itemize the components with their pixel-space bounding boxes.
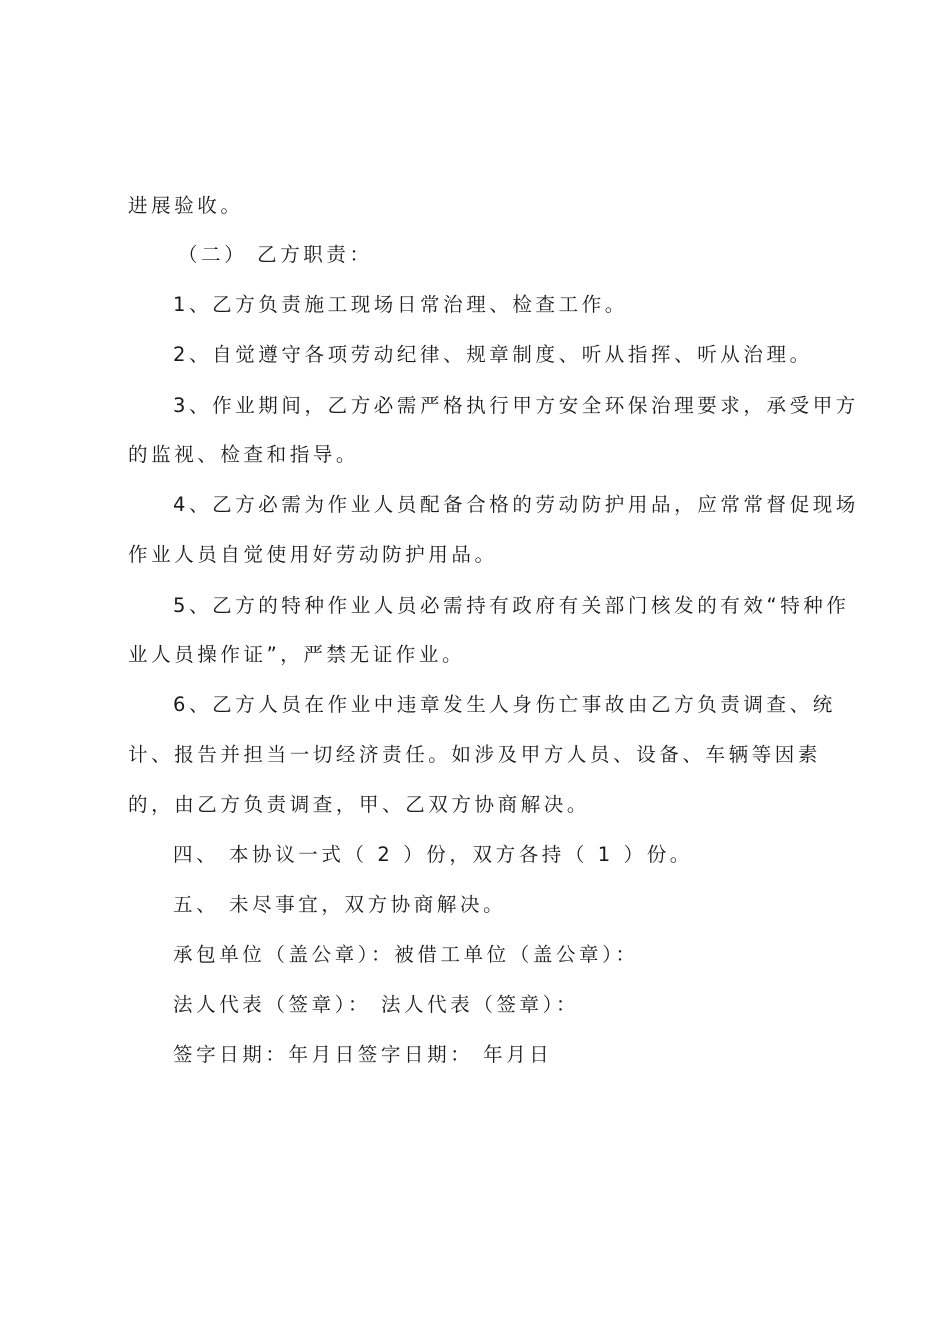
section-five-remaining-matters: 五、 未尽事宜，双方协商解决。 [173, 893, 507, 916]
text-line-acceptance: 进展验收。 [128, 194, 244, 217]
clause-4-line-1: 4、乙方必需为作业人员配备合格的劳动防护用品，应常常督促现场 [173, 493, 859, 516]
signature-legal-rep-line: 法人代表（签章）： 法人代表（签章）： [173, 993, 580, 1016]
clause-2: 2、自觉遵守各项劳动纪律、规章制度、听从指挥、听从治理。 [173, 343, 813, 366]
section-four-copies: 四、 本协议一式（ 2 ）份，双方各持（ 1 ）份。 [173, 843, 693, 866]
clause-3-line-1: 3、作业期间，乙方必需严格执行甲方安全环保治理要求，承受甲方 [173, 394, 859, 417]
signature-date-line: 签字日期：年月日签字日期： 年月日 [173, 1043, 553, 1066]
clause-6-line-2: 计、报告并担当一切经济责任。如涉及甲方人员、设备、车辆等因素 [128, 743, 822, 766]
clause-6-line-1: 6、乙方人员在作业中违章发生人身伤亡事故由乙方负责调查、统 [173, 693, 836, 716]
section-heading-party-b-duties: （二） 乙方职责： [178, 243, 373, 266]
clause-6-line-3: 的，由乙方负责调查，甲、乙双方协商解决。 [128, 793, 591, 816]
clause-5-line-2: 业人员操作证”，严禁无证作业。 [128, 643, 466, 666]
clause-4-line-2: 作业人员自觉使用好劳动防护用品。 [128, 543, 498, 566]
signature-units-line: 承包单位（盖公章）：被借工单位（盖公章）： [173, 943, 639, 966]
clause-1: 1、乙方负责施工现场日常治理、检查工作。 [173, 293, 628, 316]
clause-5-line-1: 5、乙方的特种作业人员必需持有政府有关部门核发的有效“特种作 [173, 594, 850, 617]
clause-3-line-2: 的监视、检查和指导。 [128, 443, 360, 466]
